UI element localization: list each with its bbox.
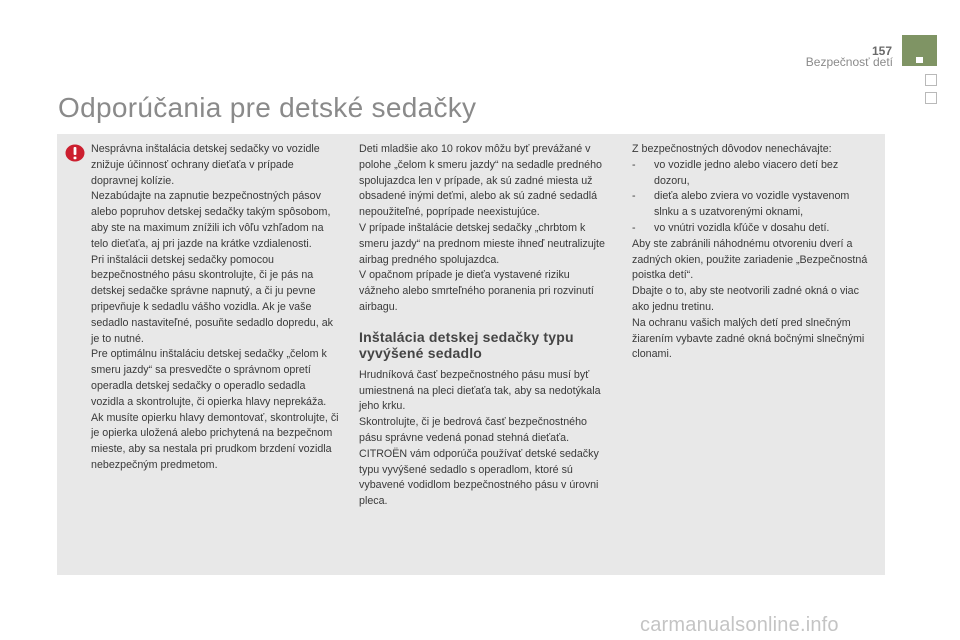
section-tab-box (925, 74, 937, 86)
section-tab-box (925, 92, 937, 104)
list-item-text: vo vnútri vozidla kľúče v dosahu detí. (654, 221, 830, 234)
list-item (632, 189, 872, 221)
section-name: Bezpečnosť detí (805, 55, 893, 69)
paragraph: Hrudníková časť bezpečnostného pásu musí byť umiestnená na pleci dieťaťa tak, aby sa nedotýkala jeho krku. (359, 368, 601, 413)
content-panel (57, 134, 885, 575)
list-intro: Z bezpečnostných dôvodov nenechávajte: (632, 143, 832, 155)
list-item-text: dieťa alebo zviera vo vozidle vystavenom slnku a s uzatvorenými oknami, (654, 190, 850, 219)
paragraph: V prípade inštalácie detskej sedačky „chrbtom k smeru jazdy“ na prednom mieste ihneď neutralizujte airbag predného spolujazdca. (359, 221, 605, 266)
page-number: 157 (871, 44, 892, 58)
page-title: Odporúčania pre detské sedačky (58, 92, 477, 123)
paragraph: Nesprávna inštalácia detskej sedačky vo vozidle znižuje účinnosť ochrany dieťaťa v prípade dopravnej kolízie. (91, 143, 320, 187)
paragraph: CITROËN vám odporúča používať detské sedačky typu vyvýšené sedadlo s operadlom, ktoré sú vybavené vodidlom bezpečnostného pásu v úrovni pleca. (359, 447, 599, 508)
paragraph: Pre optimálnu inštaláciu detskej sedačky „čelom k smeru jazdy“ sa presvedčte o správnom opretí operadla detskej sedačky o operadlo sedadla vozidla a skontrolujte, či opierka hlavy neprekáža. (91, 348, 327, 408)
warning-column (91, 142, 341, 474)
list-item (632, 221, 872, 237)
paragraph: Dbajte o to, aby ste neotvorili zadné okná o viac ako jednu tretinu. (632, 285, 859, 313)
paragraph: V opačnom prípade je dieťa vystavené riziku vážneho alebo smrteľného poranenia pri rozvinutí airbagu. (359, 269, 594, 313)
watermark: carmanualsonline.info (640, 614, 839, 636)
safety-list (632, 158, 872, 237)
list-dash: - (632, 221, 636, 234)
paragraph: Na ochranu vašich malých detí pred slnečným žiarením vybavte zadné okná bočnými slnečnými clonami. (632, 316, 865, 361)
section-tab-active (902, 35, 937, 66)
paragraph: Skontrolujte, či je bedrová časť bezpečnostného pásu správne vedená ponad stehná dieťaťa. (359, 416, 587, 444)
warning-exclamation-icon (65, 144, 85, 162)
paragraph: Aby ste zabránili náhodnému otvoreniu dverí a zadných okien, použite zariadenie „Bezpečnostná poistka detí“. (632, 237, 868, 282)
list-item-text: vo vozidle jedno alebo viacero detí bez dozoru, (654, 158, 839, 187)
paragraph: Pri inštalácii detskej sedačky pomocou bezpečnostného pásu skontrolujte, či je pás na detskej sedačke správne napnutý, a či ju pevne pripevňuje k sedadlu vášho vozidla. Ak je vaše sedadlo nastaviteľné, posuňte sedadlo dopredu, ak je to nutné. (91, 253, 333, 345)
middle-column (359, 142, 605, 510)
paragraph: Deti mladšie ako 10 rokov môžu byť prevážané v polohe „čelom k smeru jazdy“ na sedadle predného spolujazdca len v prípade, ak sú zadné miesta už obsadené inými deťmi, alebo ak sú zadné sedadlá nepoužiteľné, poprípade neexistujúce. (359, 143, 602, 219)
list-dash: - (632, 158, 636, 171)
paragraph: Nezabúdajte na zapnutie bezpečnostných pásov alebo popruhov detskej sedačky takým spôsobom, aby ste na maximum znížili ich vôľu vzhľadom na telo dieťaťa, aj pri jazde na krátke vzdialenosti. (91, 190, 331, 250)
right-column (632, 142, 872, 363)
tab-marker (916, 57, 923, 63)
section-subheading: Inštalácia detskej sedačky typu vyvýšené sedadlo (359, 328, 574, 361)
paragraph: Ak musíte opierku hlavy demontovať, skontrolujte, či je opierka uložená alebo prichytená na bezpečnom mieste, aby sa nestala pri prudkom brzdení vozidla nebezpečným predmetom. (91, 411, 339, 471)
list-item (632, 158, 872, 190)
list-dash: - (632, 190, 636, 203)
